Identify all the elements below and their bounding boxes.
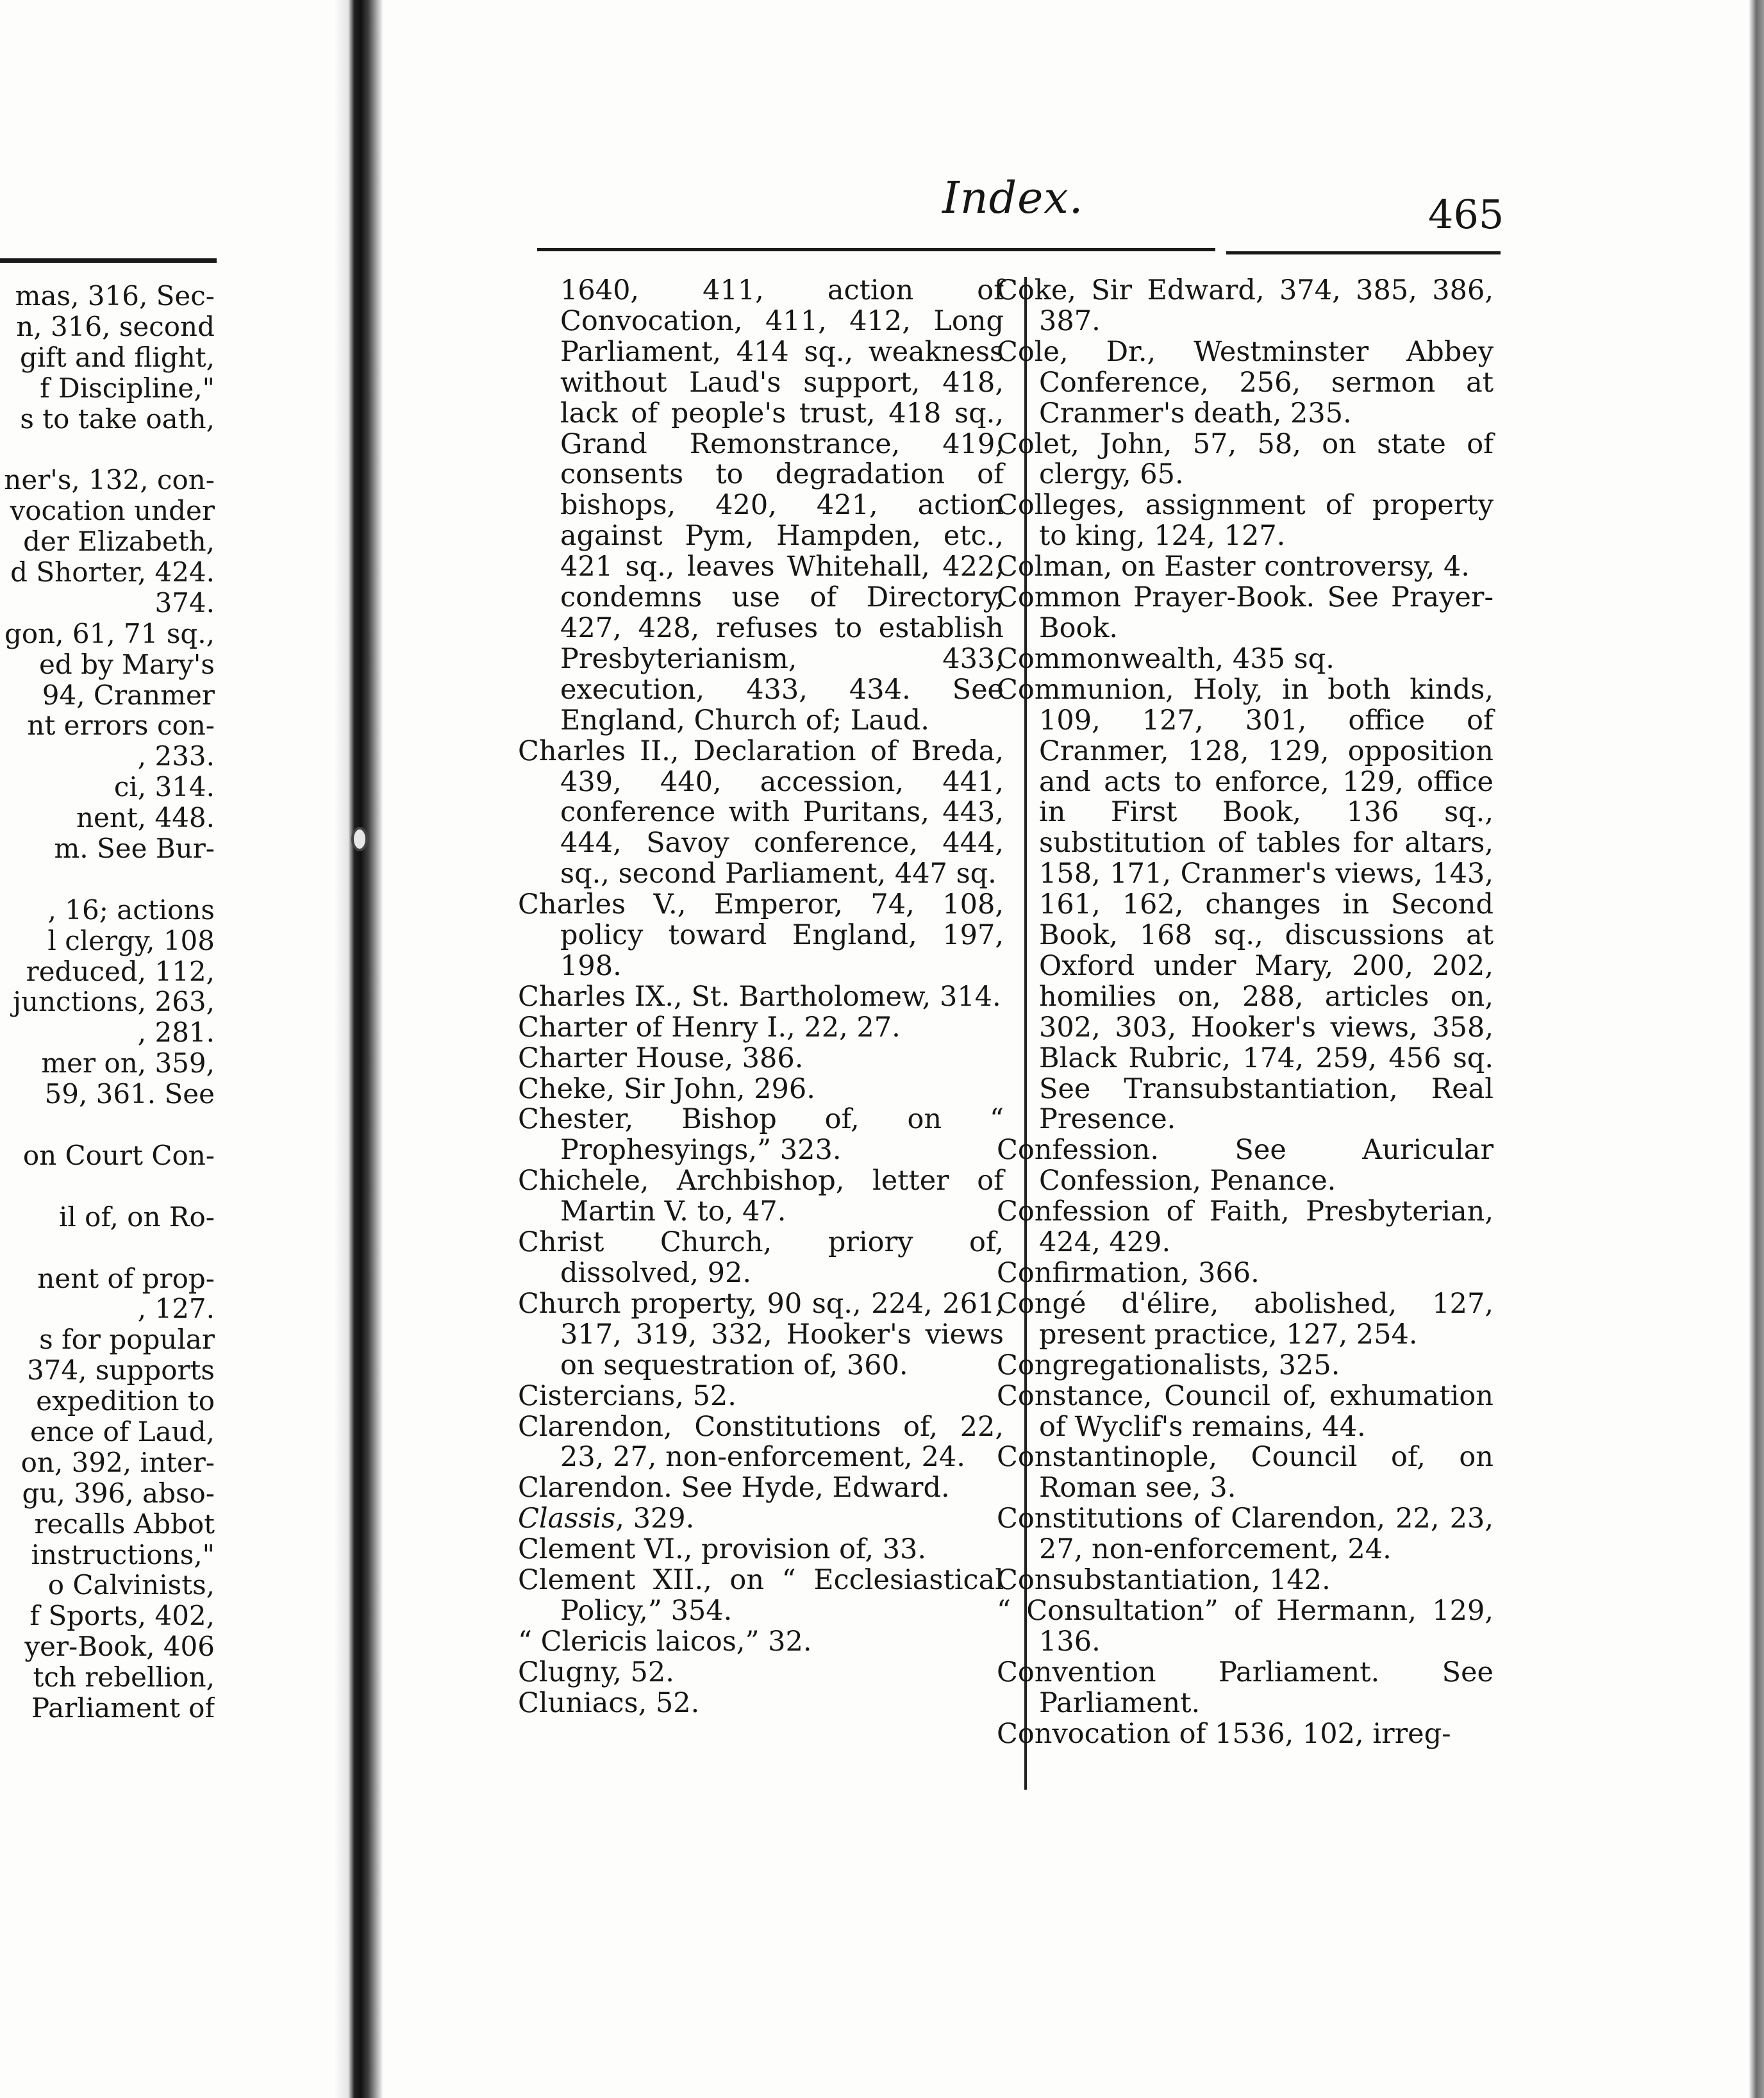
- fragment-line: der Elizabeth,: [23, 526, 215, 558]
- index-entry: Clarendon, Constitutions of, 22, 23, 27, non-enforcement, 24.: [518, 1410, 1004, 1474]
- index-entry: 1640, 411, action of Convocation, 411, 412, Long Parliament, 414 sq., weakness without Laud's support, 418, lack of people's trust, 418 sq., Grand Remonstrance, 419, consents to degradation of bishops, 420, 421, action against Pym, Hampden, etc., 421 sq., leaves Whitehall, 422, condemns use of Directory, 427, 428, refuses to establish Presbyterianism, 433, execution, 433, 434. See England, Church of; Laud.: [560, 274, 1004, 737]
- italic-term: Classis: [518, 1503, 616, 1535]
- header-rule-left: [537, 248, 1215, 251]
- index-entry: Cluniacs, 52.: [518, 1686, 700, 1719]
- fragment-line: , 233.: [137, 740, 215, 772]
- fragment-line: mas, 316, Sec-: [15, 281, 215, 312]
- index-entry: Charles V., Emperor, 74, 108, policy toward England, 197, 198.: [518, 888, 1004, 982]
- index-entry: Convention Parliament. See Parliament.: [997, 1656, 1494, 1719]
- fragment-line: f Sports, 402,: [29, 1600, 215, 1632]
- fragment-line: , 281.: [137, 1017, 215, 1049]
- index-entry: Clugny, 52.: [518, 1656, 674, 1688]
- fragment-line: , 127.: [137, 1293, 215, 1325]
- index-entry: Commonwealth, 435 sq.: [997, 642, 1335, 675]
- index-entry: Classis, 329.: [518, 1503, 695, 1535]
- fragment-line: yer-Book, 406: [24, 1631, 215, 1663]
- fragment-line: s for popular: [39, 1324, 215, 1356]
- left-page-rule: [0, 258, 217, 263]
- fragment-line: n, 316, second: [16, 310, 215, 342]
- fragment-line: 374.: [154, 587, 215, 619]
- fragment-line: tch rebellion,: [33, 1661, 215, 1694]
- fragment-line: ner's, 132, con-: [4, 464, 215, 496]
- fragment-line: l clergy, 108: [47, 924, 215, 956]
- index-entry: Communion, Holy, in both kinds, 109, 127, 301, office of Cranmer, 128, 129, opposition and acts to enforce, 129, office in First Book, 136 sq., substitution of tables for altars, 158, 171, Cranmer's views, 143, 161, 162, changes in Second Book, 168 sq., discussions at Oxford under Mary, 200, 202, homilies on, 288, articles on, 302, 303, Hooker's views, 358, Black Rubric, 174, 259, 456 sq. See Transubstantiation, Real Presence.: [997, 673, 1494, 1136]
- fragment-line: [0, 434, 215, 465]
- fragment-line: junctions, 263,: [12, 986, 215, 1018]
- index-entry: “ Consultation” of Hermann, 129, 136.: [997, 1594, 1494, 1658]
- fragment-line: expedition to: [36, 1385, 215, 1417]
- index-entry: Church property, 90 sq., 224, 261, 317, 319, 332, Hooker's views on sequestration of, 360.: [518, 1287, 1004, 1381]
- index-column-left: [518, 276, 1004, 1719]
- index-entry: Convocation of 1536, 102, irreg-: [997, 1717, 1451, 1750]
- index-entry: Colman, on Easter controversy, 4.: [997, 551, 1470, 583]
- index-entry: Consubstantiation, 142.: [997, 1564, 1331, 1597]
- fragment-line: 94, Cranmer: [42, 679, 215, 711]
- fragment-line: Parliament of: [31, 1692, 215, 1724]
- index-entry: Charles II., Declaration of Breda, 439, 440, accession, 441, conference with Puritans, 443, 444, Savoy conference, 444, sq., second Parliament, 447 sq.: [518, 735, 1004, 890]
- fragment-line: [0, 864, 215, 895]
- fragment-line: 374, supports: [26, 1354, 215, 1386]
- index-entry: Confirmation, 366.: [997, 1257, 1260, 1289]
- index-entry: Charter of Henry I., 22, 27.: [518, 1011, 901, 1044]
- index-entry: Charter House, 386.: [518, 1042, 804, 1074]
- fragment-line: gift and flight,: [19, 341, 215, 373]
- fragment-line: [0, 1171, 215, 1202]
- fragment-line: d Shorter, 424.: [10, 556, 215, 588]
- index-entry: Clement XII., on “ Ecclesiastical Policy,” 354.: [518, 1564, 1004, 1627]
- binding-mark: [351, 827, 368, 851]
- index-entry: Colleges, assignment of property to king, 124, 127.: [997, 489, 1494, 553]
- fragment-line: nent of prop-: [37, 1262, 215, 1294]
- index-entry: Congregationalists, 325.: [997, 1349, 1340, 1381]
- index-entry: Christ Church, priory of, dissolved, 92.: [518, 1226, 1004, 1289]
- header-rule-right: [1226, 251, 1501, 254]
- index-entry: Constitutions of Clarendon, 22, 23, 27, non-enforcement, 24.: [997, 1503, 1494, 1566]
- fragment-line: ci, 314.: [113, 771, 215, 803]
- running-head: Index.: [942, 173, 1084, 224]
- index-entry: Chichele, Archbishop, letter of Martin V. to, 47.: [518, 1165, 1004, 1228]
- fragment-line: nent, 448.: [76, 802, 215, 834]
- index-entry: Confession. See Auricular Confession, Penance.: [997, 1134, 1494, 1197]
- index-column-right: [997, 276, 1494, 1750]
- index-entry: Constance, Council of, exhumation of Wyclif's remains, 44.: [997, 1379, 1494, 1443]
- index-entry: Clement VI., provision of, 33.: [518, 1533, 927, 1566]
- fragment-line: on Court Con-: [22, 1139, 215, 1171]
- index-entry: Confession of Faith, Presbyterian, 424, 429.: [997, 1195, 1494, 1259]
- index-entry: “ Clericis laicos,” 32.: [518, 1625, 812, 1658]
- fragment-line: nt errors con-: [27, 710, 215, 742]
- fragment-line: s to take oath,: [20, 403, 215, 435]
- fragment-line: m. See Bur-: [54, 833, 215, 865]
- index-entry: Clarendon. See Hyde, Edward.: [518, 1472, 950, 1504]
- index-entry: Cistercians, 52.: [518, 1379, 736, 1412]
- index-entry: Constantinople, Council of, on Roman see, 3.: [997, 1441, 1494, 1504]
- index-entry: Cheke, Sir John, 296.: [518, 1072, 815, 1105]
- index-entry: Coke, Sir Edward, 374, 385, 386, 387.: [997, 274, 1494, 337]
- index-entry: Colet, John, 57, 58, on state of clergy, 65.: [997, 428, 1494, 491]
- fragment-line: o Calvinists,: [47, 1569, 215, 1601]
- fragment-line: instructions,": [31, 1538, 215, 1570]
- fragment-line: on, 392, inter-: [21, 1446, 215, 1478]
- fragment-line: mer on, 359,: [41, 1047, 215, 1079]
- index-entry: Charles IX., St. Bartholomew, 314.: [518, 980, 1001, 1013]
- fragment-line: f Discipline,": [40, 372, 215, 404]
- fragment-line: , 16; actions: [47, 894, 215, 926]
- book-gutter: [333, 0, 383, 2098]
- index-entry: Cole, Dr., Westminster Abbey Conference, 256, sermon at Cranmer's death, 235.: [997, 335, 1494, 429]
- fragment-line: vocation under: [10, 495, 215, 527]
- left-page-fragment: [0, 281, 215, 1819]
- index-entry: Congé d'élire, abolished, 127, present practice, 127, 254.: [997, 1287, 1494, 1351]
- page-number: 465: [1428, 191, 1504, 238]
- fragment-line: 59, 361. See: [44, 1078, 215, 1110]
- page-edge: [1749, 0, 1764, 2098]
- fragment-line: ed by Mary's: [38, 648, 215, 680]
- fragment-line: gon, 61, 71 sq.,: [4, 617, 215, 649]
- index-entry: Chester, Bishop of, on “ Prophesyings,” 323.: [518, 1103, 1004, 1167]
- fragment-line: [0, 1233, 215, 1263]
- fragment-line: ence of Laud,: [29, 1415, 215, 1447]
- fragment-line: gu, 396, abso-: [22, 1477, 215, 1509]
- fragment-line: il of, on Ro-: [58, 1201, 215, 1233]
- fragment-line: recalls Abbot: [34, 1508, 215, 1540]
- index-entry: Common Prayer-Book. See Prayer-Book.: [997, 581, 1494, 644]
- fragment-line: reduced, 112,: [26, 955, 215, 987]
- fragment-line: [0, 1110, 215, 1140]
